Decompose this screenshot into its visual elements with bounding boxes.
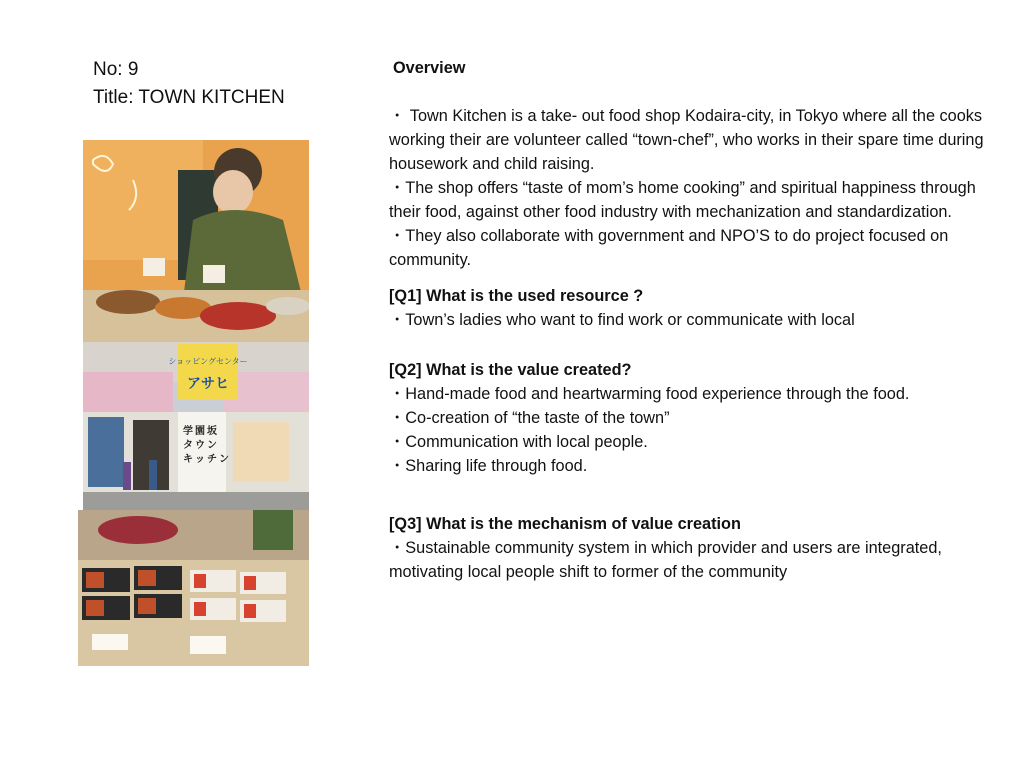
svg-text:ン: ン (207, 440, 217, 451)
svg-text:ッ: ッ (195, 454, 205, 465)
slide-meta (93, 56, 285, 112)
svg-text:ウ: ウ (195, 440, 205, 451)
overview-paragraph: ・The shop offers “taste of mom’s home cooking” and spiritual happiness through their food, against other food industry with mechanization and standardization. (389, 179, 976, 221)
q2-heading: [Q2] What is the value created? (389, 361, 632, 379)
photo-chef-serving (83, 140, 309, 342)
svg-text:学: 学 (183, 426, 193, 437)
svg-text:坂: 坂 (207, 426, 217, 437)
q1-section (389, 284, 989, 332)
svg-text:キ: キ (183, 454, 193, 465)
q2-item: ・Communication with local people. (389, 433, 648, 451)
q3-item: ・Sustainable community system in which provider and users are integrated, motivating local people shift to former of the community (389, 539, 942, 581)
q3-heading: [Q3] What is the mechanism of value creation (389, 515, 741, 533)
svg-text:チ: チ (207, 454, 217, 465)
svg-text:園: 園 (195, 426, 205, 437)
asahi-sign-text: アサヒ (187, 376, 229, 392)
svg-text:ン: ン (219, 454, 229, 465)
q2-item: ・Co-creation of “the taste of the town” (389, 409, 670, 427)
photo-column (78, 140, 310, 666)
overview-paragraph: ・ Town Kitchen is a take- out food shop Kodaira-city, in Tokyo where all the cooks working their are volunteer called “town-chef”, who works in their spare time during housework and child raising. (389, 107, 984, 173)
svg-text:タ: タ (183, 440, 193, 451)
shopping-center-sign-text: ショッピングセンター (168, 357, 248, 366)
slide-number: No: 9 (93, 59, 139, 80)
q1-heading: [Q1] What is the used resource ? (389, 287, 644, 305)
q3-section (389, 512, 989, 584)
content-column (389, 56, 989, 584)
photo-storefront (83, 342, 309, 510)
q2-section (389, 358, 989, 478)
q2-item: ・Sharing life through food. (389, 457, 588, 475)
q2-item: ・Hand-made food and heartwarming food experience through the food. (389, 385, 910, 403)
photo-bento-counter (78, 510, 309, 666)
slide-title: Title: TOWN KITCHEN (93, 87, 285, 108)
overview-heading: Overview (393, 59, 466, 77)
q1-item: ・Town’s ladies who want to find work or communicate with local (389, 311, 855, 329)
overview-paragraph: ・They also collaborate with government and NPO’S to do project focused on community. (389, 227, 949, 269)
